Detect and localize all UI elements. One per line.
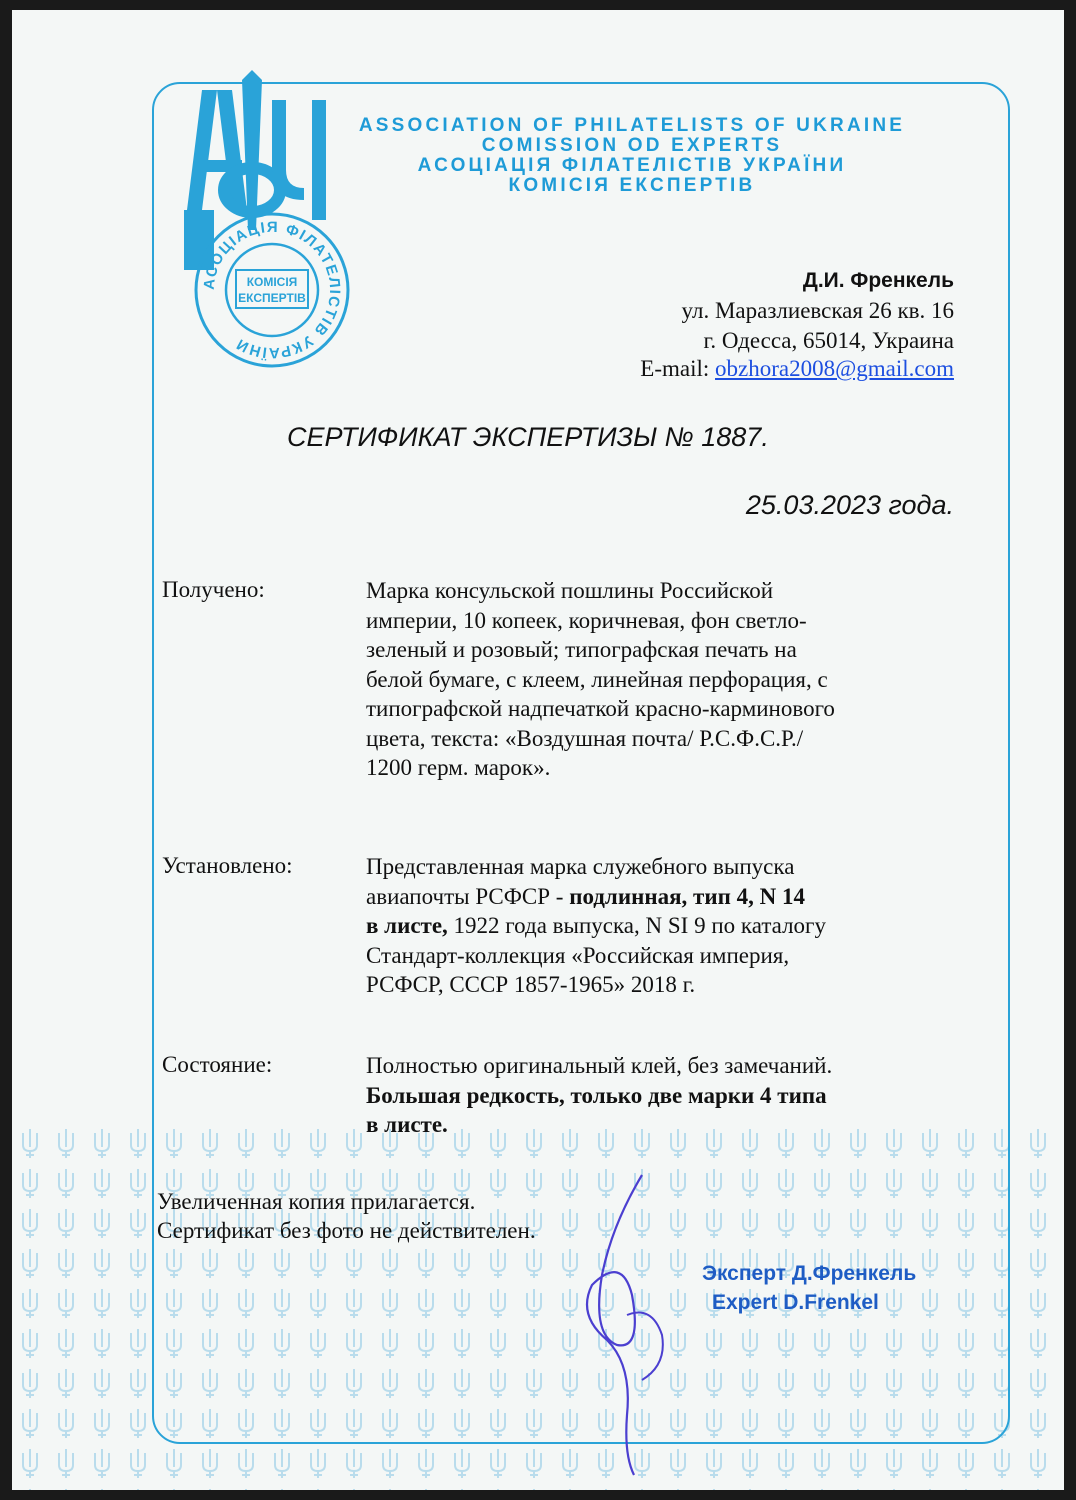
seal-center-line2: ЕКСПЕРТІВ: [238, 291, 306, 305]
established-verdict: подлинная, тип 4, N 14: [569, 883, 805, 909]
established-line: [366, 882, 986, 912]
association-seal: [192, 210, 352, 370]
received-line: цвета, текста: «Воздушная почта/ Р.С.Ф.С.Р./: [366, 725, 804, 751]
header-line-2: COMISSION OD EXPERTS: [481, 135, 783, 156]
received-line: империи, 10 копеек, коричневая, фон светло-: [366, 607, 807, 633]
received-line: Марка консульской пошлины Российской: [366, 578, 774, 603]
condition-line: [366, 1110, 986, 1140]
established-plain: 1922 года выпуска, N SI 9 по каталогу: [447, 913, 826, 938]
received-line: белой бумаге, с клеем, линейная перфорация, с: [366, 666, 828, 692]
established-plain: авиапочты РСФСР -: [366, 883, 570, 909]
established-line: РСФСР, СССР 1857-1965» 2018 г.: [366, 972, 696, 997]
condition-rarity: Большая редкость, только две марки 4 типа: [366, 1082, 827, 1108]
header-line-3: АСОЦІАЦІЯ ФІЛАТЕЛІСТІВ УКРАЇНИ: [417, 155, 847, 176]
established-label: Установлено:: [162, 853, 293, 878]
certificate-sheet: [12, 10, 1064, 1490]
email-link[interactable]: obzhora2008@gmail.com: [715, 356, 954, 381]
received-label: Получено:: [162, 577, 265, 602]
condition-line: [366, 1081, 986, 1111]
certificate-date: 25.03.2023 года.: [745, 490, 954, 520]
received-line: 1200 герм. марок».: [366, 755, 551, 780]
header-line-4: КОМІСІЯ ЕКСПЕРТІВ: [508, 175, 756, 196]
established-line: Представленная марка служебного выпуска: [366, 854, 795, 879]
established-text: [366, 852, 986, 1000]
condition-text: [366, 1051, 986, 1140]
established-line: [366, 911, 986, 941]
expert-name: Д.И. Френкель: [802, 269, 954, 292]
condition-label: Состояние:: [162, 1052, 273, 1077]
received-text: [366, 576, 986, 783]
signature: [572, 1165, 682, 1485]
received-line: типографской надпечаткой красно-карминового: [366, 696, 835, 721]
condition-line: Полностью оригинальный клей, без замечаний.: [366, 1053, 833, 1078]
address-city: г. Одесса, 65014, Украина: [703, 328, 954, 353]
seal-center-line1: КОМІСІЯ: [246, 275, 298, 289]
address-street: ул. Маразлиевская 26 кв. 16: [681, 298, 954, 323]
header-line-1: ASSOCIATION OF PHILATELISTS OF UKRAINE: [358, 115, 906, 136]
condition-rarity-cont: в листе.: [366, 1112, 448, 1137]
footer-line-1: Увеличенная копия прилагается.: [157, 1189, 476, 1214]
expert-stamp-ru: Эксперт Д.Френкель: [702, 1262, 917, 1285]
established-line: Стандарт-коллекция «Российская империя,: [366, 942, 790, 968]
footer-line-2: Сертификат без фото не действителен.: [157, 1218, 536, 1243]
established-verdict-cont: в листе,: [366, 913, 448, 938]
address-email-row: [640, 355, 954, 383]
seal-ring-text: АСОЦІАЦІЯ ФІЛАТЕЛІСТІВ УКРАЇНИ: [200, 218, 344, 362]
received-line: зеленый и розовый; типографская печать на: [366, 637, 797, 662]
certificate-title: СЕРТИФИКАТ ЭКСПЕРТИЗЫ № 1887.: [287, 422, 769, 452]
email-label: E-mail:: [640, 356, 716, 381]
expert-stamp-en: Expert D.Frenkel: [712, 1291, 879, 1314]
